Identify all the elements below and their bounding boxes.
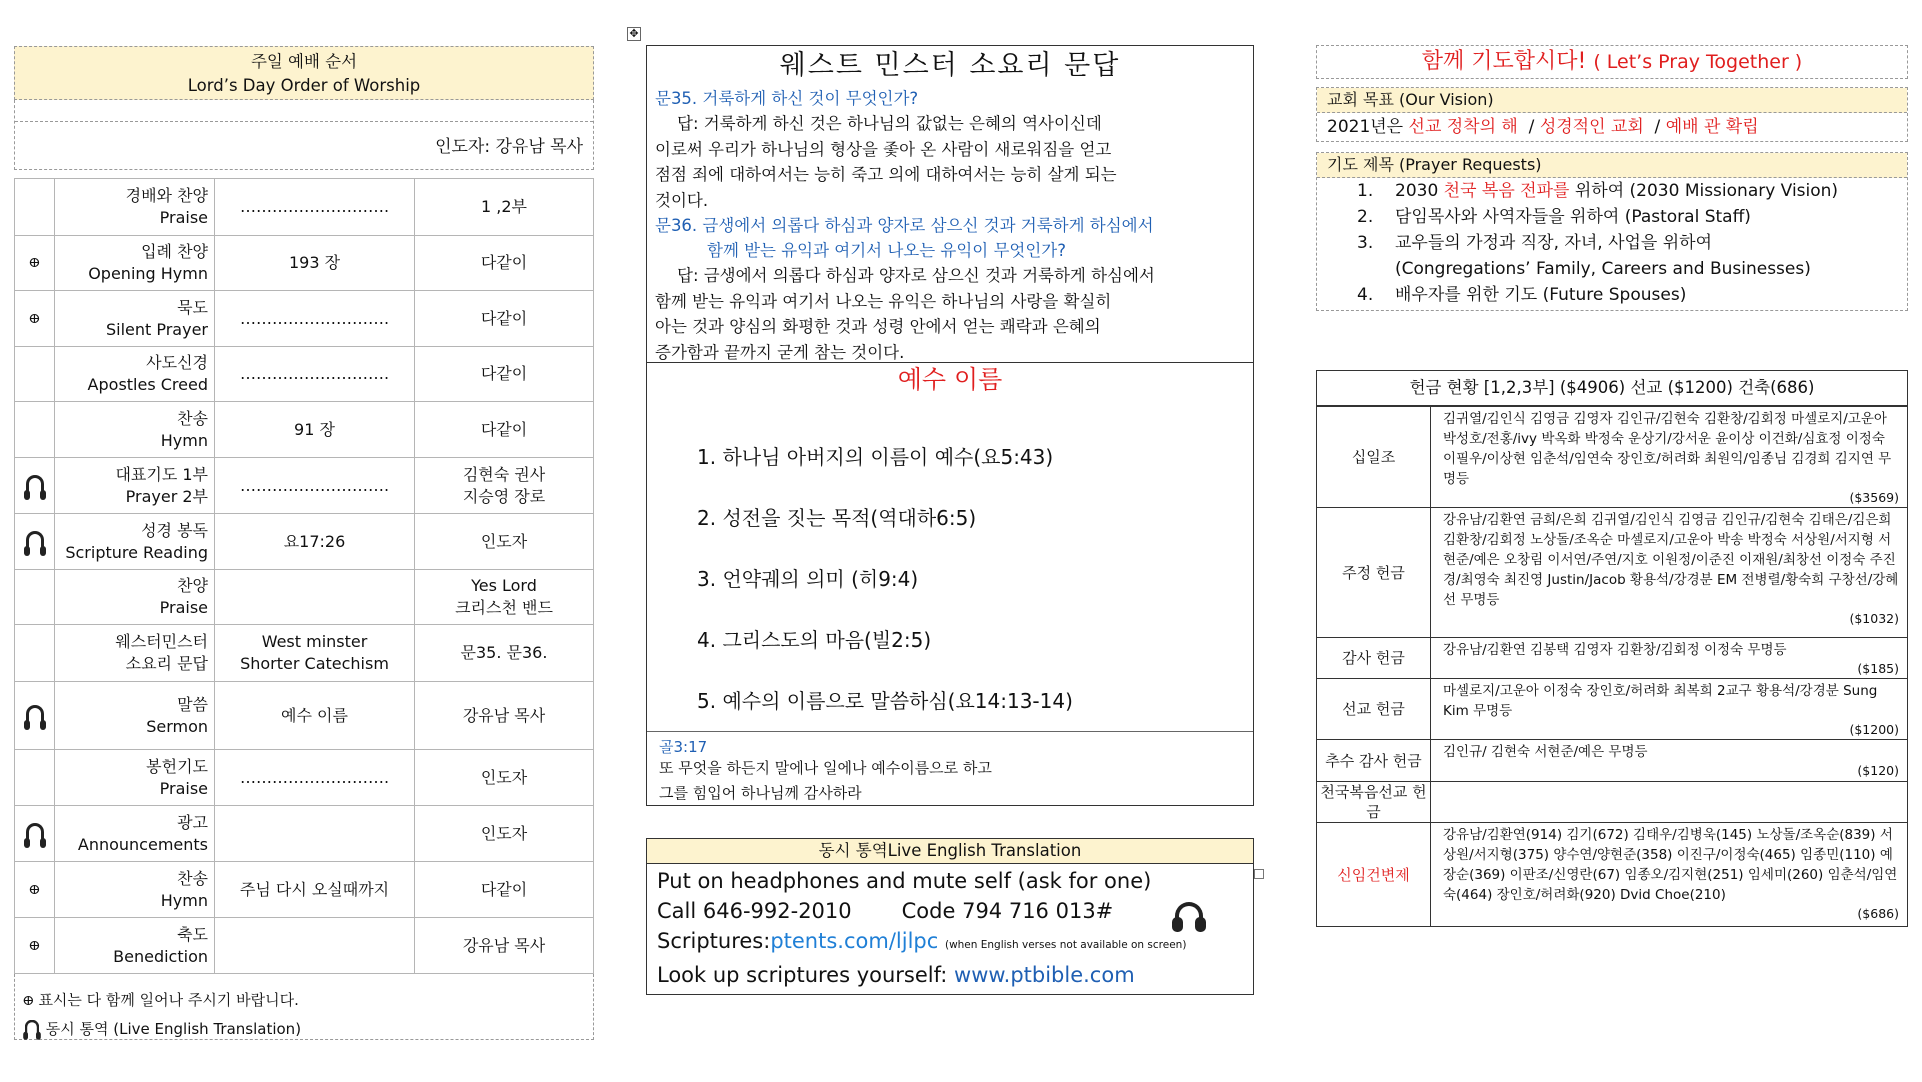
offering-names: 강유남/김환연 금희/은희 김귀열/김인식 김영금 김인규/김현숙 김태은/김은희 김환창/김회정 노상돌/조옥순 마셀로지/고운아 박송 박정숙 서상원/서지형 서현준/예은 오창림 이서연/주연/지호 이원정/이준진 이재원/최창선 이정숙 주진경/최영숙 최진영 Justin/Jacob 황용석/강경분 EM 전병렬/황숙희 구창선/강혜선 무명등 bbox=[1443, 512, 1899, 608]
item-detail: 193 장 bbox=[288, 253, 341, 272]
answer-35-line: 것이다. bbox=[655, 190, 709, 210]
offering-category: 추수 감사 헌금 bbox=[1317, 740, 1431, 782]
item-name-en: Praise bbox=[159, 778, 208, 798]
headphones-icon bbox=[1172, 902, 1206, 932]
sermon-points bbox=[647, 427, 1253, 732]
worship-order-header bbox=[14, 46, 594, 100]
catechism-box bbox=[646, 45, 1254, 363]
sermon-box bbox=[646, 363, 1254, 806]
vision-box bbox=[1316, 87, 1908, 142]
answer-36-line: 증가함과 끝까지 굳게 참는 것이다. bbox=[655, 342, 905, 362]
offering-names: 김귀열/김인식 김영금 김영자 김인규/김현숙 김환창/김회정 마셀로지/고운아 박성호/전홍/ivy 박옥화 박정숙 운상기/강서운 윤이상 이건화/심효정 이정숙 이필우/이상현 임춘석/임연숙 장인호/허려화 최원익/임종님 김경희 김지연 무명등 bbox=[1443, 411, 1892, 487]
headphones-icon bbox=[25, 1020, 39, 1034]
resize-handle[interactable] bbox=[1254, 869, 1264, 879]
item-name-en: Scripture Reading bbox=[65, 542, 208, 562]
item-name-en: Sermon bbox=[146, 716, 208, 736]
item-detail: ………………………. bbox=[239, 364, 390, 383]
prayer-requests-box bbox=[1316, 152, 1908, 311]
verse-text: 그를 힘입어 하나님께 감사하라 bbox=[659, 784, 862, 802]
verse-reference: 골3:17 bbox=[659, 738, 708, 756]
offering-row bbox=[1317, 782, 1908, 823]
worship-row bbox=[15, 236, 594, 291]
item-leader: 다같이 bbox=[480, 419, 528, 439]
item-name-ko: 사도신경 bbox=[146, 353, 208, 372]
item-name-ko: 축도 bbox=[177, 924, 208, 944]
sermon-point: 3. 언약궤의 의미 (히9:4) bbox=[697, 567, 919, 591]
item-name-ko: 광고 bbox=[177, 812, 208, 832]
stand-icon: ⴲ bbox=[29, 311, 40, 326]
leader-name: 인도자: 강유남 목사 bbox=[435, 137, 583, 157]
item-leader: 다같이 bbox=[480, 364, 528, 383]
question-36: 문36. 금생에서 의롭다 하심과 양자로 삼으신 것과 거룩하게 하심에서 bbox=[655, 216, 1154, 235]
worship-row bbox=[15, 918, 594, 974]
worship-order-table bbox=[14, 178, 594, 974]
item-name-en: 소요리 문답 bbox=[125, 654, 208, 673]
vision-statement: 2021년은 선교 정착의 해 / 성경적인 교회 / 예배 관 확립 bbox=[1327, 117, 1759, 137]
note-headphones: 동시 통역 (Live English Translation) bbox=[23, 1015, 585, 1043]
item-leader: 크리스천 밴드 bbox=[455, 598, 553, 617]
scriptures-link[interactable]: ptents.com/ljlpc bbox=[770, 929, 939, 953]
offering-row bbox=[1317, 638, 1908, 679]
worship-title-ko: 주일 예배 순서 bbox=[250, 52, 358, 71]
pray-together-title: 함께 기도합시다! ( Let’s Pray Together ) bbox=[1316, 45, 1908, 79]
item-detail: 주님 다시 오실때까지 bbox=[239, 879, 390, 899]
offering-names: 강유남/김환연(914) 김기(672) 김태우/김병욱(145) 노상돌/조옥순(839) 서상원/서지형(375) 양수연/양현준(358) 이진구/이정숙(465) 임종민(110) 예장순(369) 이판조/신영란(67) 임종오/김지현(251) 임세미(260) 임춘석/임연숙(464) 장인호/허려화(920) Dvid Choe(210) bbox=[1443, 827, 1898, 903]
item-leader: 인도자 bbox=[480, 823, 528, 843]
worship-row bbox=[15, 402, 594, 458]
stand-icon: ⴲ bbox=[29, 256, 40, 270]
verse-text: 또 무엇을 하든지 말에나 일에나 예수이름으로 하고 bbox=[659, 759, 992, 777]
worship-row bbox=[15, 514, 594, 570]
offering-category: 십일조 bbox=[1317, 406, 1431, 508]
worship-title-en: Lord’s Day Order of Worship bbox=[187, 76, 421, 95]
item-leader: Yes Lord bbox=[471, 576, 537, 595]
sermon-point: 5. 예수의 이름으로 말씀하심(요14:13-14) bbox=[697, 689, 1073, 713]
sermon-point: 2. 성전을 짓는 목적(역대하6:5) bbox=[697, 506, 977, 530]
item-name-en: Apostles Creed bbox=[87, 375, 208, 394]
item-name-ko: 대표기도 1부 bbox=[115, 464, 208, 484]
worship-row bbox=[15, 347, 594, 402]
worship-notes bbox=[14, 974, 594, 1040]
offering-category: 신임건변제 bbox=[1317, 823, 1431, 927]
worship-row bbox=[15, 750, 594, 806]
item-name-en: Opening Hymn bbox=[88, 264, 208, 283]
worship-row bbox=[15, 806, 594, 862]
verse-box bbox=[647, 731, 1253, 805]
offering-category: 감사 헌금 bbox=[1317, 638, 1431, 679]
offering-amount: ($686) bbox=[1857, 906, 1899, 921]
item-leader: 강유남 목사 bbox=[462, 935, 546, 955]
question-36-cont: 함께 받는 유익과 여기서 나오는 유익이 무엇인가? bbox=[707, 241, 1067, 260]
item-leader: 다같이 bbox=[480, 879, 528, 899]
item-detail: ………………………. bbox=[239, 197, 390, 216]
item-leader: 다같이 bbox=[480, 308, 528, 328]
item-detail: 요17:26 bbox=[283, 531, 346, 551]
item-leader: 인도자 bbox=[480, 531, 528, 551]
item-name-en: Hymn bbox=[160, 890, 208, 910]
offering-amount: ($1200) bbox=[1849, 722, 1899, 737]
item-leader: 다같이 bbox=[480, 253, 528, 272]
offering-row bbox=[1317, 740, 1908, 782]
note-stand: ⴲ 표시는 다 함께 일어나 주시기 바랍니다. bbox=[23, 991, 299, 1009]
stand-icon: ⴲ bbox=[29, 938, 40, 953]
item-name-ko: 말씀 bbox=[177, 694, 208, 714]
item-name-en: Benediction bbox=[113, 946, 208, 966]
item-name-ko: 성경 봉독 bbox=[141, 520, 208, 540]
item-name-ko: 경배와 찬양 bbox=[125, 186, 208, 205]
item-leader: 인도자 bbox=[480, 767, 528, 787]
offering-row bbox=[1317, 406, 1908, 508]
item-leader: 강유남 목사 bbox=[462, 705, 546, 725]
sermon-title: 예수 이름 bbox=[897, 365, 1003, 394]
meeting-code: Code 794 716 013# bbox=[901, 899, 1114, 923]
offering-category: 선교 헌금 bbox=[1317, 679, 1431, 740]
item-detail: ………………………. bbox=[239, 308, 390, 328]
item-name-ko: 찬송 bbox=[177, 868, 208, 888]
stand-icon: ⴲ bbox=[29, 882, 40, 897]
offering-amount: ($3569) bbox=[1849, 490, 1899, 505]
offering-row bbox=[1317, 508, 1908, 638]
worship-row bbox=[15, 682, 594, 750]
item-detail: ………………………. bbox=[239, 475, 390, 495]
item-leader: 1 ,2부 bbox=[481, 197, 527, 216]
ptbible-link[interactable]: www.ptbible.com bbox=[954, 963, 1135, 987]
offering-amount: ($120) bbox=[1857, 763, 1899, 778]
vision-header: 교회 목표 (Our Vision) bbox=[1317, 88, 1907, 113]
item-name-ko: 찬양 bbox=[177, 576, 208, 595]
offering-names: 김인규/ 김현숙 서현준/예은 무명등 bbox=[1443, 744, 1648, 760]
prayer-requests-header: 기도 제목 (Prayer Requests) bbox=[1317, 153, 1907, 178]
offering-row bbox=[1317, 679, 1908, 740]
item-name-en: Hymn bbox=[160, 430, 208, 450]
catechism-title: 웨스트 민스터 소요리 문답 bbox=[779, 50, 1121, 81]
answer-36-line: 함께 받는 유익과 여기서 나오는 유익은 하나님의 사랑을 확실히 bbox=[655, 291, 1112, 311]
offering-header: 헌금 현황 [1,2,3부] ($4906) 선교 ($1200) 건축(686) bbox=[1317, 371, 1908, 407]
question-35: 문35. 거룩하게 하신 것이 무엇인가? bbox=[655, 89, 919, 108]
offering-names: 강유남/김환연 김봉택 김영자 김환창/김회정 이정숙 무명등 bbox=[1443, 642, 1787, 658]
item-name-ko: 입례 찬양 bbox=[141, 242, 208, 261]
item-detail: 91 장 bbox=[294, 419, 335, 439]
sermon-point: 1. 하나님 아버지의 이름이 예수(요5:43) bbox=[697, 445, 1054, 469]
item-detail: Shorter Catechism bbox=[240, 654, 389, 673]
item-leader: 김현숙 권사 bbox=[462, 464, 546, 484]
answer-36-line: 아는 것과 양심의 화평한 것과 성령 안에서 얻는 쾌락과 은혜의 bbox=[655, 317, 1101, 336]
item-name-en: Announcements bbox=[77, 834, 208, 854]
offering-category: 주정 헌금 bbox=[1317, 508, 1431, 638]
answer-35-line: 점점 죄에 대하여서는 능히 죽고 의에 대하여서는 능히 살게 되는 bbox=[655, 165, 1117, 184]
leader-row bbox=[14, 100, 594, 170]
prayer-request: 3. 교우들의 가정과 직장, 자녀, 사업을 위하여 bbox=[1357, 233, 1713, 253]
translation-box: 동시 통역Live English Translation Put on headphones and mute self (ask for one) Call 646-992-2010 Code 794 716 013# Scriptures:ptents.com/ljlpc (when English verses not available on screen) Look up scriptures yourself: www.ptbible.com bbox=[646, 838, 1254, 995]
item-name-en: Prayer 2부 bbox=[125, 486, 208, 506]
translation-title: 동시 통역Live English Translation bbox=[647, 839, 1253, 864]
worship-row bbox=[15, 179, 594, 236]
item-detail: ………………………. bbox=[239, 767, 390, 787]
offering-amount: ($185) bbox=[1857, 661, 1899, 676]
prayer-requests-list bbox=[1317, 178, 1907, 310]
offering-names: 마셀로지/고운아 이정숙 장인호/허려화 최복희 2교구 황용석/강경분 Sung Kim 무명등 bbox=[1443, 683, 1878, 719]
offering-table bbox=[1316, 370, 1908, 927]
item-leader: 문35. 문36. bbox=[460, 643, 548, 662]
call-number: Call 646-992-2010 bbox=[657, 899, 852, 923]
item-name-ko: 묵도 bbox=[177, 297, 208, 317]
right-panel bbox=[1316, 45, 1908, 921]
offering-category: 천국복음선교 헌금 bbox=[1317, 782, 1431, 823]
item-leader: 지승영 장로 bbox=[462, 486, 546, 506]
prayer-request: 4. 배우자를 위한 기도 (Future Spouses) bbox=[1357, 285, 1687, 305]
stand-icon: ⴲ bbox=[23, 994, 34, 1008]
worship-row bbox=[15, 458, 594, 514]
offering-row bbox=[1317, 823, 1908, 927]
sermon-point: 4. 그리스도의 마음(빌2:5) bbox=[697, 628, 932, 652]
headphones-icon bbox=[26, 531, 44, 549]
answer-36-line: 답: 금생에서 의롭다 하심과 양자로 삼으신 것과 거룩하게 하심에서 bbox=[677, 266, 1155, 285]
item-name-en: Praise bbox=[159, 598, 208, 617]
prayer-request-cont: (Congregations’ Family, Careers and Businesses) bbox=[1395, 259, 1811, 279]
worship-row bbox=[15, 625, 594, 682]
item-detail: West minster bbox=[261, 632, 368, 651]
item-detail: 예수 이름 bbox=[281, 705, 348, 725]
worship-order-panel bbox=[14, 46, 594, 1040]
item-name-en: Silent Prayer bbox=[105, 319, 208, 339]
move-handle-icon[interactable]: ✥ bbox=[627, 27, 641, 41]
worship-row bbox=[15, 291, 594, 347]
worship-row bbox=[15, 862, 594, 918]
item-name-ko: 봉헌기도 bbox=[146, 756, 208, 776]
item-name-ko: 찬송 bbox=[177, 408, 208, 428]
worship-row bbox=[15, 570, 594, 625]
headphones-icon bbox=[26, 705, 44, 723]
prayer-request: 2. 담임목사와 사역자들을 위하여 (Pastoral Staff) bbox=[1357, 207, 1751, 227]
answer-35-line: 이로써 우리가 하나님의 형상을 좇아 온 사람이 새로워짐을 얻고 bbox=[655, 139, 1112, 159]
offering-amount: ($1032) bbox=[1849, 611, 1899, 626]
headphones-icon bbox=[26, 475, 44, 493]
prayer-request: 1. 2030 천국 복음 전파를 위하여 (2030 Missionary Vision) bbox=[1357, 181, 1839, 201]
item-name-ko: 웨스터민스터 bbox=[115, 632, 208, 651]
answer-35-line: 답: 거룩하게 하신 것은 하나님의 값없는 은혜의 역사이신데 bbox=[677, 114, 1102, 133]
headphones-icon bbox=[26, 823, 44, 841]
headphones-instruction: Put on headphones and mute self (ask for one) bbox=[657, 869, 1152, 893]
item-name-en: Praise bbox=[159, 208, 208, 227]
middle-panel bbox=[646, 45, 1254, 995]
